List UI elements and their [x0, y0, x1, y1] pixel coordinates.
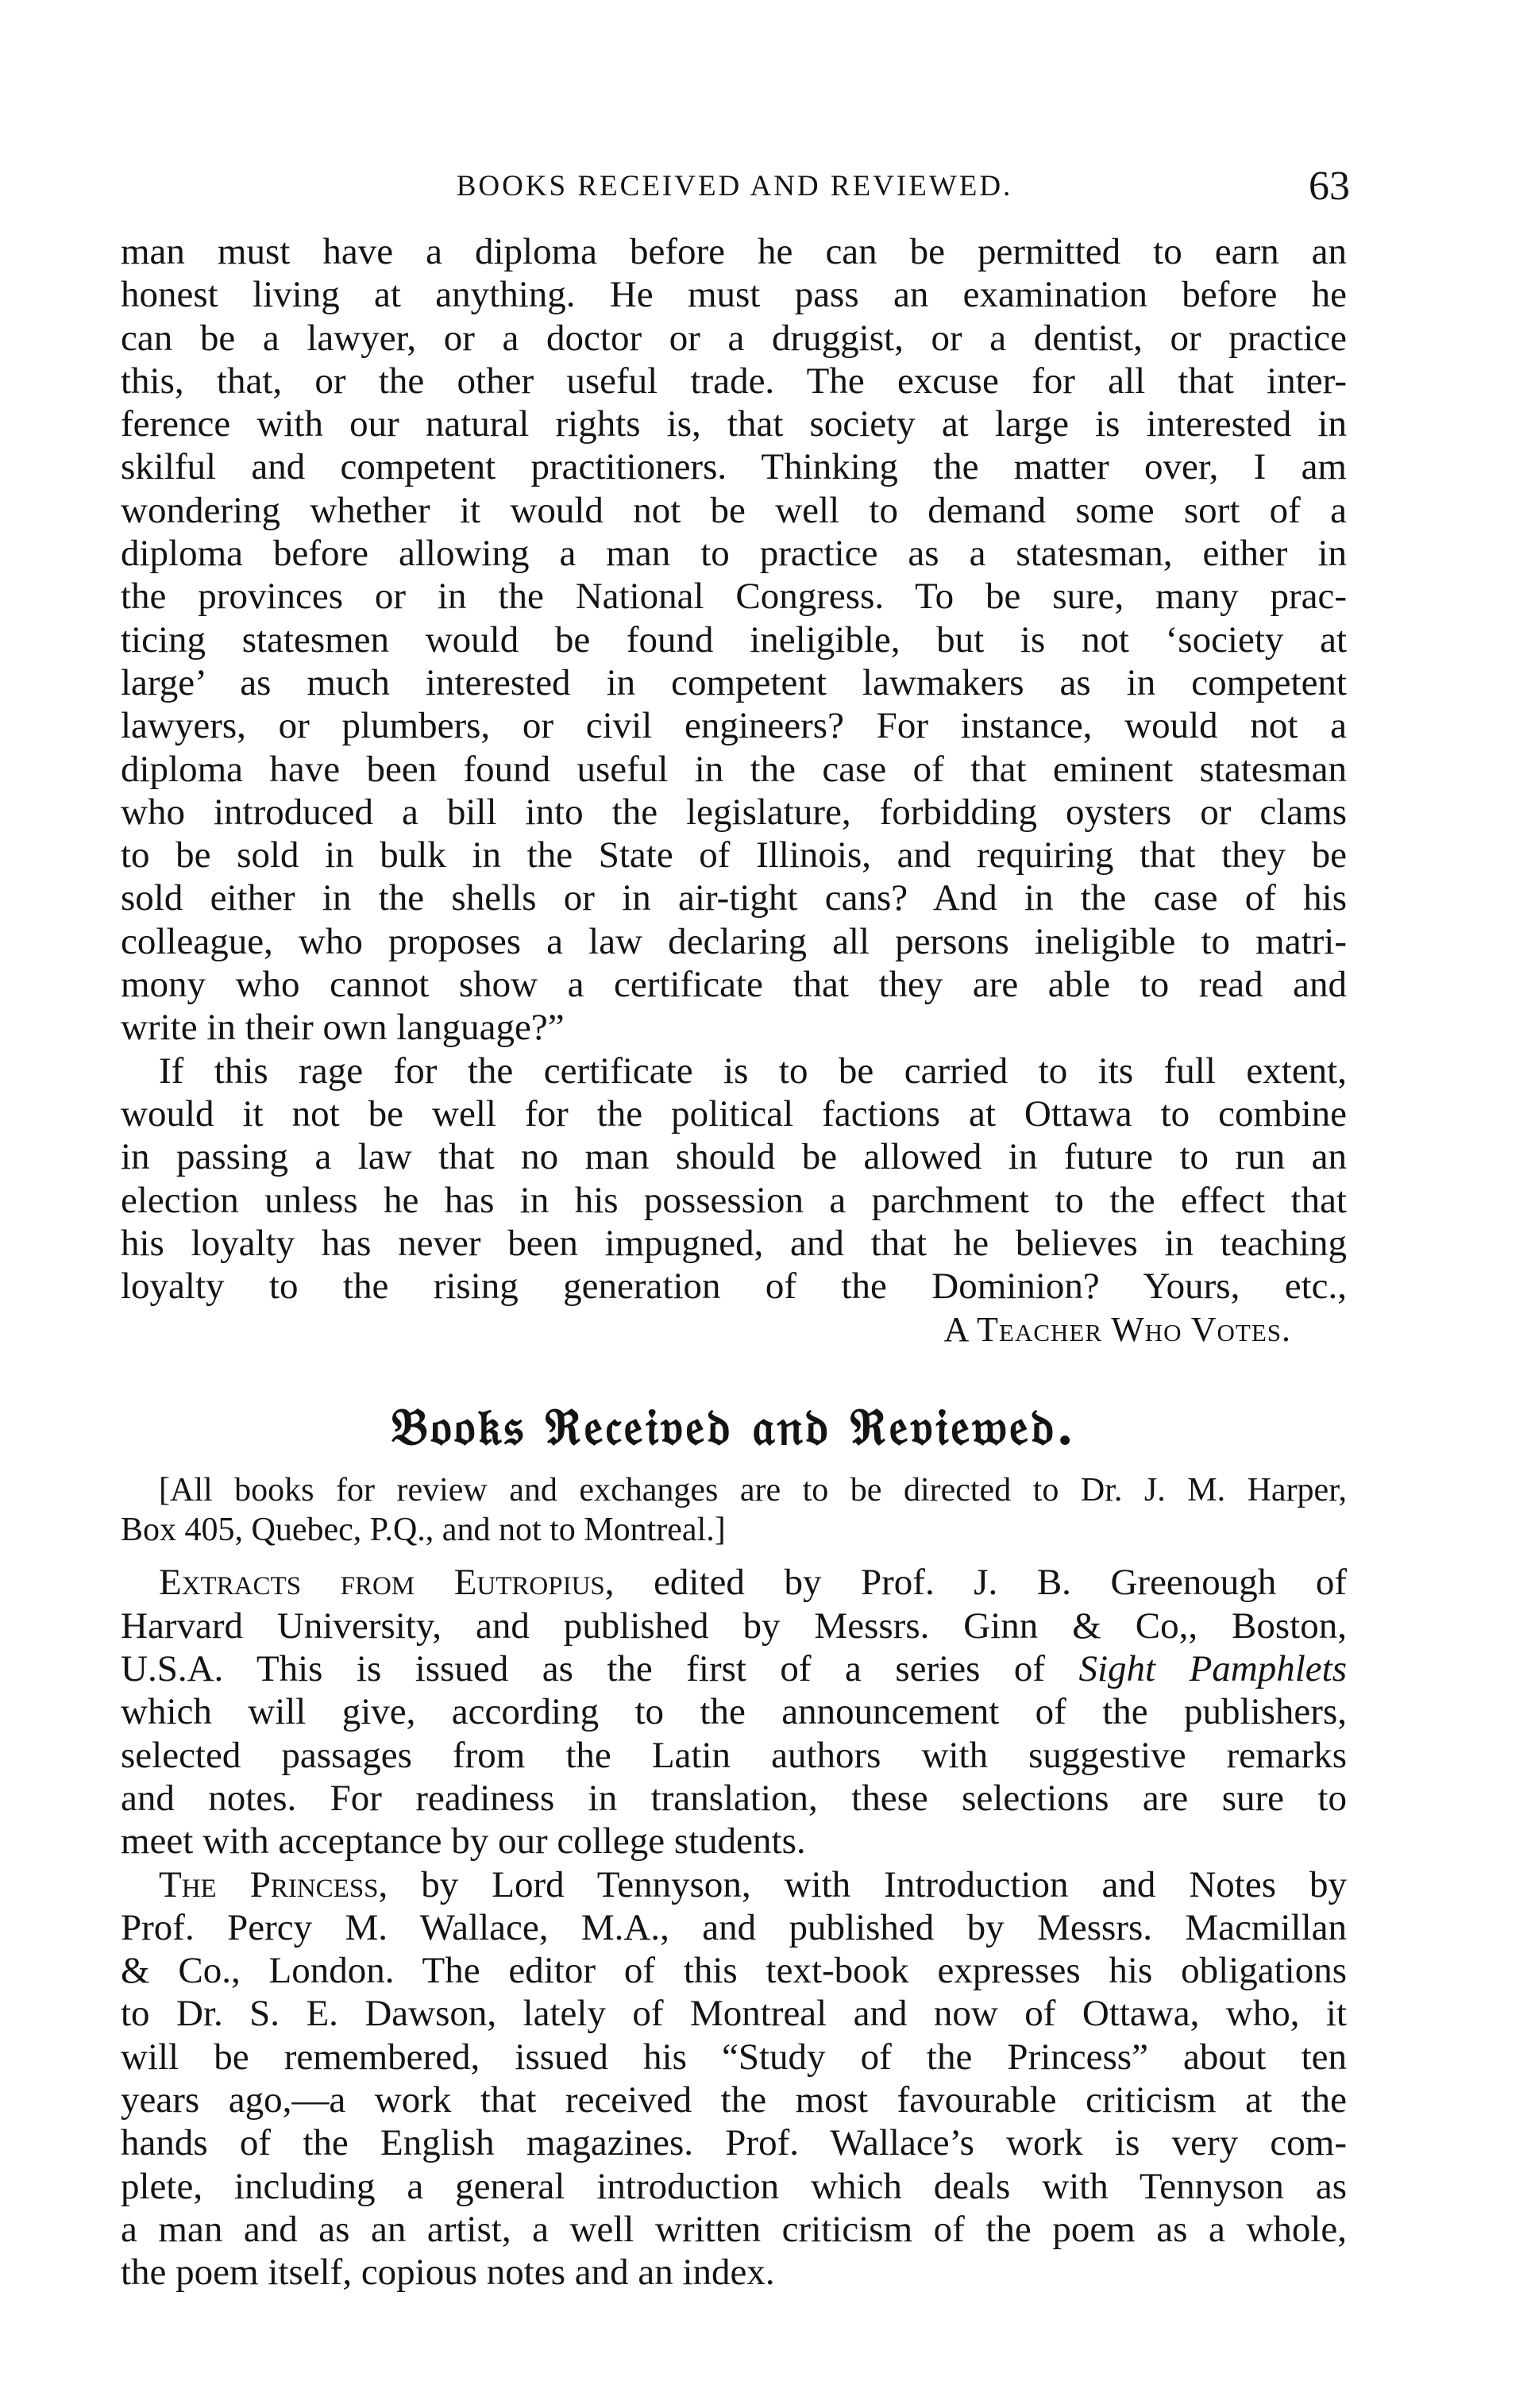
text-line: skilful and competent practitioners. Thinking the matter over, I am [121, 446, 1347, 488]
text-line: write in their own language?” [121, 1007, 565, 1049]
review-title: Extracts from Eutropius, [159, 1562, 615, 1604]
text-line: a man and as an artist, a well written criticism of the poem as a whole, [121, 2208, 1347, 2250]
text-line: the poem itself, copious notes and an index. [121, 2252, 775, 2294]
text-line: wondering whether it would not be well to demand some sort of a [121, 489, 1347, 531]
text-span: U.S.A. This is issued as the first of a series of [121, 1648, 1079, 1690]
text-line: who introduced a bill into the legislature, forbidding oysters or clams [121, 791, 1347, 833]
text-line [121, 1561, 1347, 1604]
text-line: ference with our natural rights is, that society at large is interested in [121, 403, 1347, 445]
page-body [121, 230, 1347, 2294]
text-line: loyalty to the rising generation of the Dominion? Yours, etc., [121, 1266, 1347, 1308]
text-line: & Co., London. The editor of this text-book expresses his obligations [121, 1950, 1347, 1992]
text-line: Prof. Percy M. Wallace, M.A., and published by Messrs. Macmillan [121, 1906, 1347, 1948]
text-span: by Lord Tennyson, with Introduction and Notes by [388, 1863, 1347, 1905]
text-line: which will give, according to the announcement of the publishers, [121, 1691, 1347, 1733]
text-line: lawyers, or plumbers, or civil engineers? For instance, would not a [121, 705, 1347, 747]
text-line: to Dr. S. E. Dawson, lately of Montreal and now of Ottawa, who, it [121, 1993, 1347, 2035]
text-line: colleague, who proposes a law declaring all persons ineligible to matri- [121, 920, 1347, 962]
text-line: will be remembered, issued his “Study of the Princess” about ten [121, 2036, 1347, 2078]
text-line: and notes. For readiness in translation, these selections are sure to [121, 1777, 1347, 1819]
text-line: man must have a diploma before he can be permitted to earn an [121, 231, 1347, 272]
review-title: The Princess, [159, 1863, 388, 1905]
text-line: election unless he has in his possession a parchment to the effect that [121, 1179, 1347, 1221]
text-line: to be sold in bulk in the State of Illinois, and requiring that they be [121, 834, 1347, 877]
text-line: hands of the English magazines. Prof. Wallace’s work is very com- [121, 2122, 1347, 2164]
second-paragraph [121, 1050, 1347, 1308]
text-line: years ago,—a work that received the most favourable criticism at the [121, 2079, 1347, 2121]
text-line: this, that, or the other useful trade. The excuse for all that inter- [121, 360, 1347, 402]
editorial-note [121, 1470, 1347, 1550]
text-line: plete, including a general introduction which deals with Tennyson as [121, 2165, 1347, 2207]
text-line: Harvard University, and published by Messrs. Ginn & Co,, Boston, [121, 1605, 1347, 1647]
text-line [121, 1863, 1347, 1906]
text-line: selected passages from the Latin authors with suggestive remarks [121, 1734, 1347, 1776]
text-line: If this rage for the certificate is to be carried to its full extent, [159, 1050, 1347, 1092]
text-line: large’ as much interested in competent lawmakers as in competent [121, 661, 1347, 703]
page-number: 63 [1309, 164, 1350, 209]
text-line: diploma have been found useful in the case of that eminent statesman [121, 748, 1347, 790]
text-line: in passing a law that no man should be allowed in future to run an [121, 1136, 1347, 1178]
italic-title: Sight Pamphlets [1078, 1648, 1347, 1690]
text-line [121, 1647, 1347, 1690]
review-princess [121, 1863, 1347, 2294]
text-line: the provinces or in the National Congress. To be sure, many prac- [121, 576, 1347, 618]
text-line: would it not be well for the political factions at Ottawa to combine [121, 1092, 1347, 1135]
text-line: can be a lawyer, or a doctor or a druggist, or a dentist, or practice [121, 317, 1347, 359]
text-line: honest living at anything. He must pass an examination before he [121, 274, 1347, 316]
text-span: edited by Prof. J. B. Greenough of [614, 1562, 1347, 1604]
text-line: ticing statesmen would be found ineligible, but is not ‘society at [121, 618, 1347, 661]
text-line: his loyalty has never been impugned, and that he believes in teaching [121, 1222, 1347, 1264]
note-line: [All books for review and exchanges are to be directed to Dr. J. M. Harper, [159, 1472, 1347, 1509]
review-eutropius [121, 1561, 1347, 1863]
text-line: mony who cannot show a certificate that they are able to read and [121, 964, 1347, 1006]
running-head-title: BOOKS RECEIVED AND REVIEWED. [456, 170, 1013, 202]
text-line: sold either in the shells or in air-tight cans? And in the case of his [121, 877, 1347, 919]
note-line: Box 405, Quebec, P.Q., and not to Montreal.] [121, 1512, 726, 1549]
running-head [119, 163, 1350, 210]
text-line: meet with acceptance by our college students. [121, 1820, 806, 1863]
section-heading: 𝔅𝔬𝔬𝔨𝔰 ℜ𝔢𝔠𝔢𝔦𝔳𝔢𝔡 𝔞𝔫𝔡 ℜ𝔢𝔳𝔦𝔢𝔴𝔢𝔡. [391, 1397, 1077, 1458]
text-line: diploma before allowing a man to practice as a statesman, either in [121, 533, 1347, 575]
letter-paragraph [121, 230, 1347, 1050]
letter-signature: A Teacher Who Votes. [943, 1310, 1291, 1350]
